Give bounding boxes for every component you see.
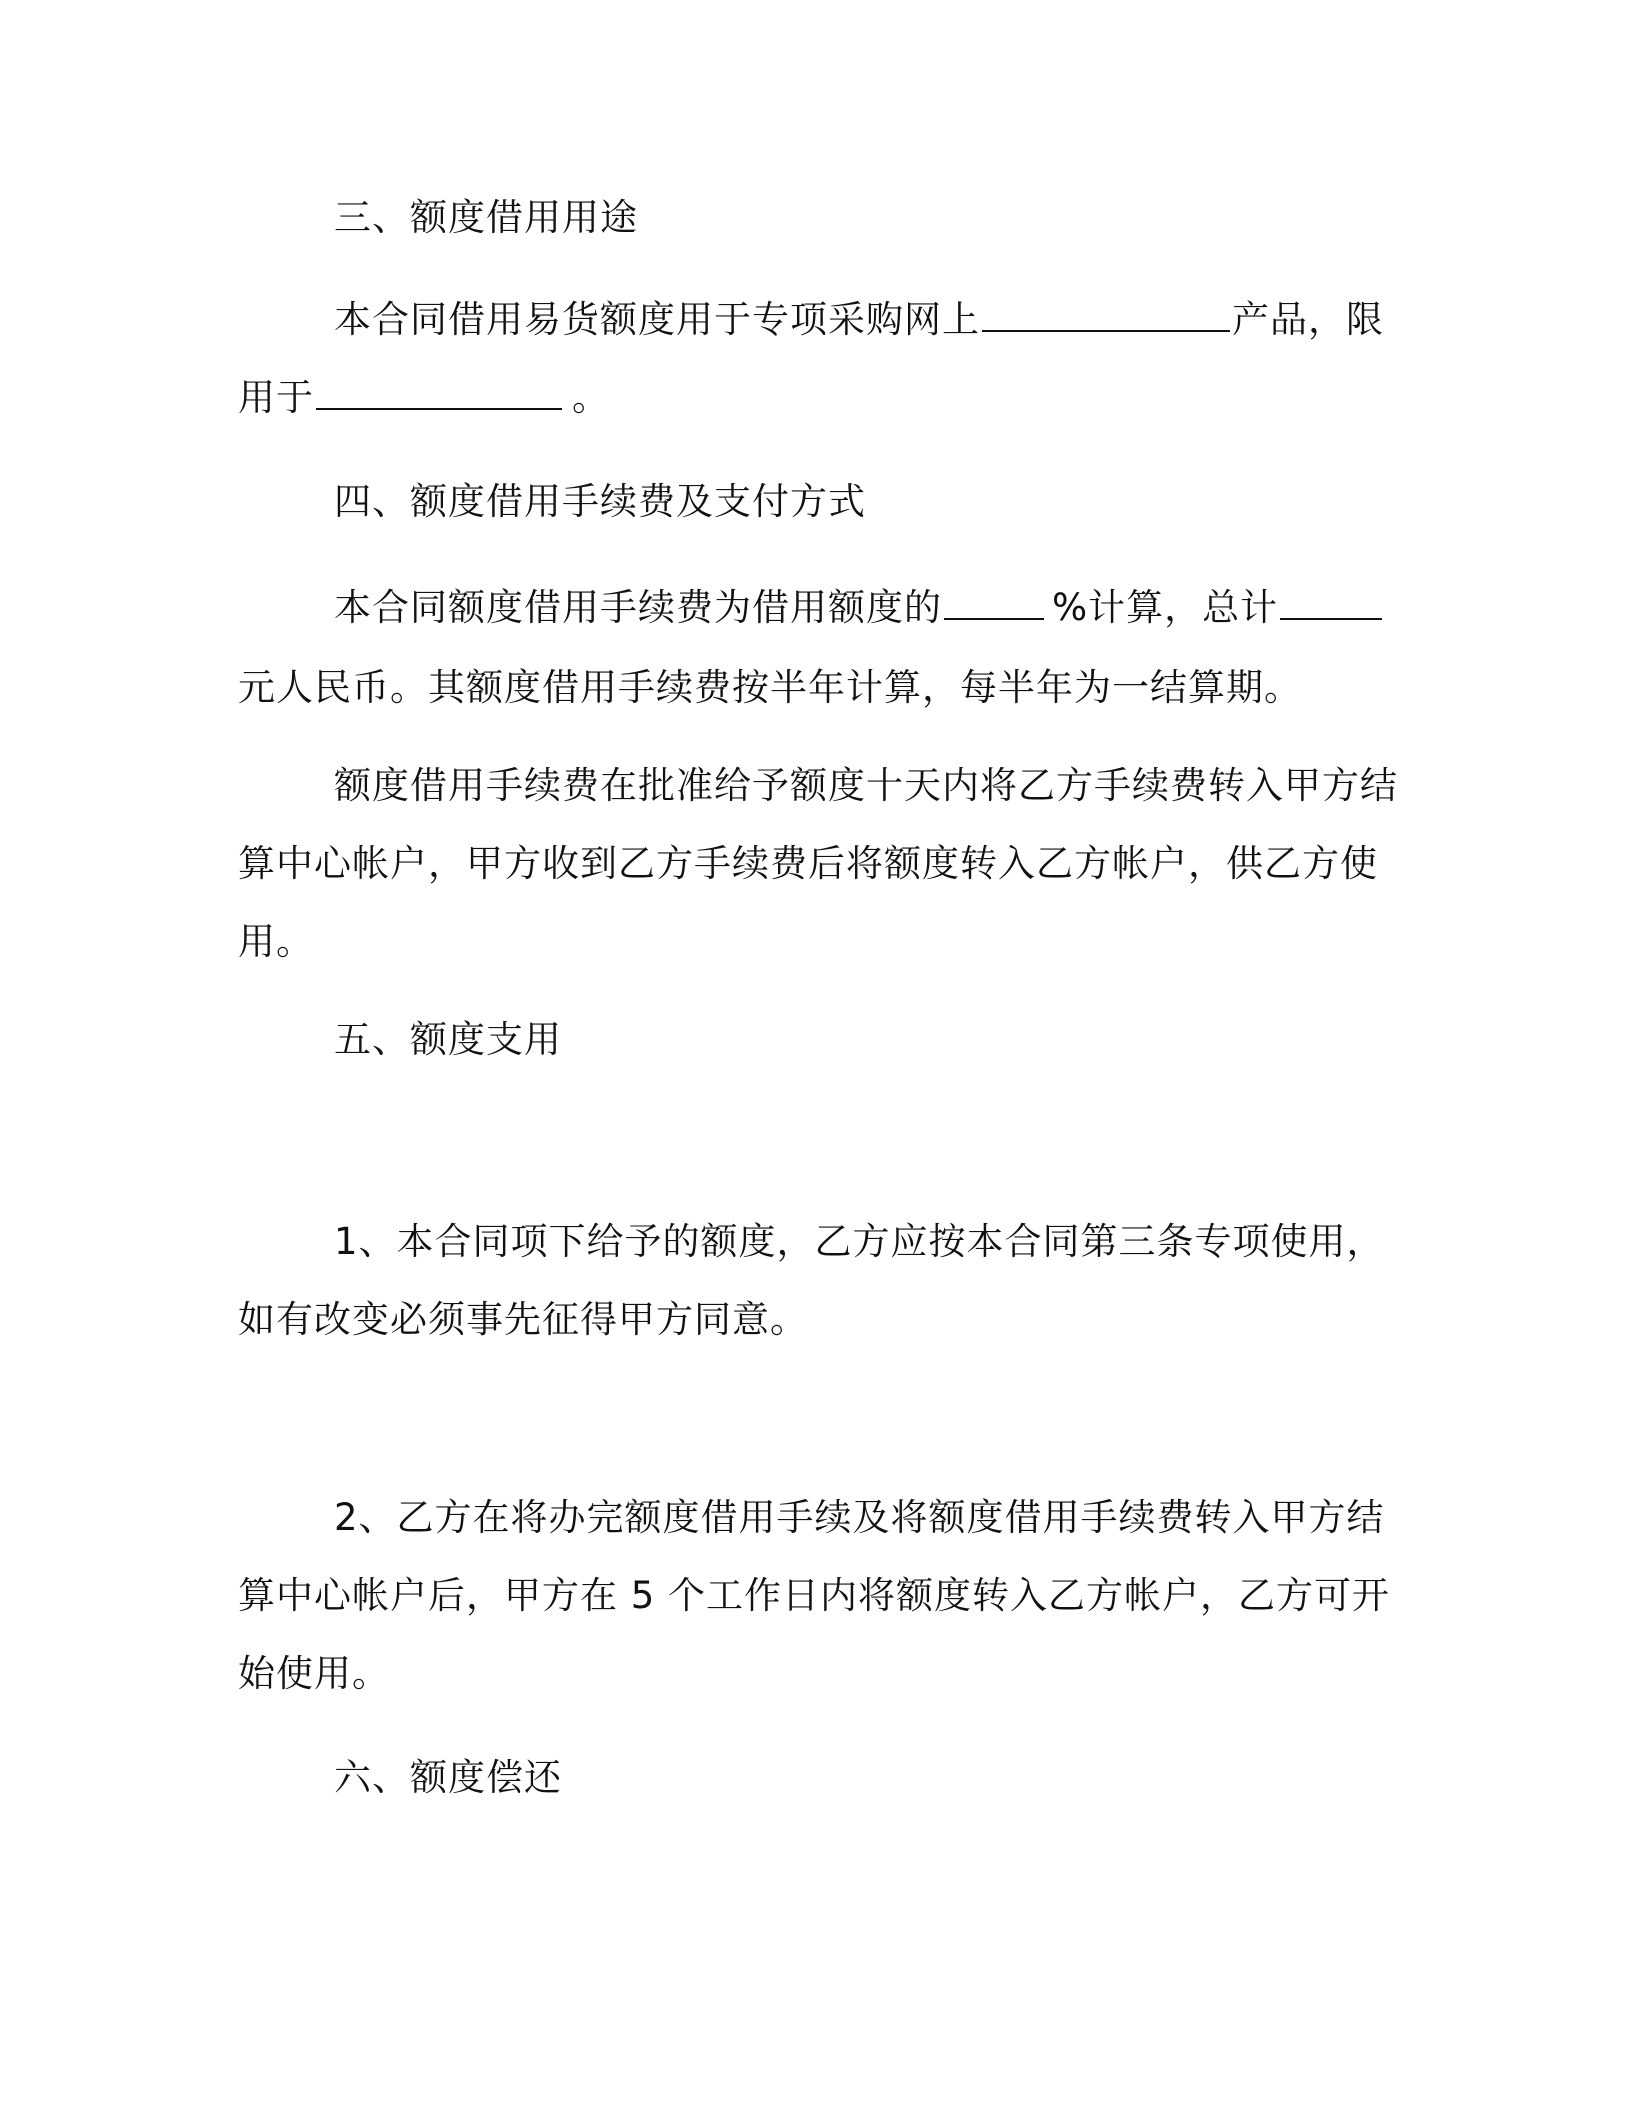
section-5-item-1-line-1	[334, 1218, 1385, 1266]
section-heading-4-text: 四、额度借用手续费及支付方式	[334, 480, 866, 523]
fee-total-blank-field[interactable]	[1280, 584, 1382, 620]
section-heading-3	[334, 194, 638, 242]
section-heading-4	[334, 478, 866, 526]
section-5-item-2-line-3	[238, 1650, 390, 1698]
paragraph-text: 用于	[238, 376, 314, 419]
paragraph-text: 用。	[238, 920, 314, 963]
paragraph-text: 额度借用手续费在批准给予额度十天内将乙方手续费转入甲方结	[334, 764, 1398, 807]
product-blank-field[interactable]	[982, 296, 1230, 332]
paragraph-text: 1、本合同项下给予的额度，乙方应按本合同第三条专项使用，	[334, 1220, 1385, 1263]
section-heading-3-text: 三、额度借用用途	[334, 196, 638, 239]
paragraph-text: 本合同借用易货额度用于专项采购网上	[334, 298, 980, 341]
section-heading-6	[334, 1754, 562, 1802]
section-4-paragraph-2-line-1	[334, 762, 1398, 810]
section-heading-5-text: 五、额度支用	[334, 1018, 562, 1061]
paragraph-text: %计算，总计	[1052, 586, 1279, 629]
fee-percent-blank-field[interactable]	[944, 584, 1044, 620]
section-4-paragraph-2-line-2	[238, 840, 1378, 888]
section-5-item-1-line-2	[238, 1296, 808, 1344]
section-3-paragraph-line-1	[334, 296, 1384, 344]
section-heading-6-text: 六、额度偿还	[334, 1756, 562, 1799]
section-5-item-2-line-2	[238, 1572, 1390, 1620]
section-4-paragraph-2-line-3	[238, 918, 314, 966]
paragraph-text: 产品，限	[1232, 298, 1384, 341]
usage-limit-blank-field[interactable]	[316, 374, 562, 410]
section-3-paragraph-line-2	[238, 374, 610, 422]
section-4-paragraph-1-line-2	[238, 664, 1302, 712]
section-5-item-2-line-1	[334, 1494, 1385, 1542]
paragraph-text: 。	[572, 376, 610, 419]
paragraph-text: 元人民币。其额度借用手续费按半年计算，每半年为一结算期。	[238, 666, 1302, 709]
section-4-paragraph-1-line-1	[334, 584, 1382, 632]
paragraph-text: 算中心帐户后，甲方在 5 个工作日内将额度转入乙方帐户，乙方可开	[238, 1574, 1391, 1617]
section-heading-5	[334, 1016, 562, 1064]
paragraph-text: 本合同额度借用手续费为借用额度的	[334, 586, 942, 629]
paragraph-text: 始使用。	[238, 1652, 390, 1695]
paragraph-text: 算中心帐户，甲方收到乙方手续费后将额度转入乙方帐户，供乙方使	[238, 842, 1378, 885]
paragraph-text: 如有改变必须事先征得甲方同意。	[238, 1298, 808, 1341]
paragraph-text: 2、乙方在将办完额度借用手续及将额度借用手续费转入甲方结	[334, 1496, 1385, 1539]
